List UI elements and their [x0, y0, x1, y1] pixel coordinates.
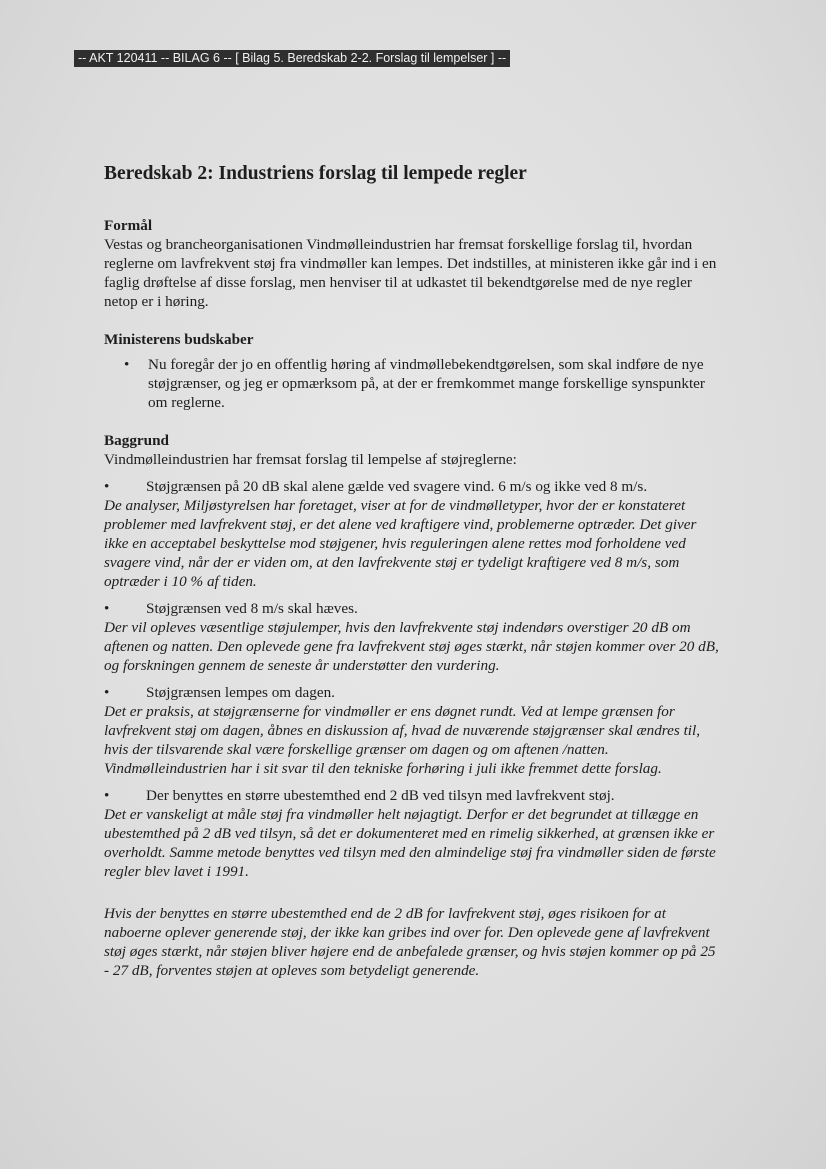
list-item: • Nu foregår der jo en offentlig høring af vindmøllebekendtgørelsen, som skal indføre de nye støjgrænser, og jeg er opmærksom på, at der er fremkommet mange forskellige synspunkter om reglerne.	[148, 355, 724, 412]
proposal-claim-text: Der benyttes en større ubestemthed end 2 dB ved tilsyn med lavfrekvent støj.	[146, 787, 615, 804]
section-formaal	[104, 216, 724, 311]
proposal-response-2: Der vil opleves væsentlige støjulemper, hvis den lavfrekvente støj indendørs overstiger 20 dB om aftenen og natten. Den oplevede gene fra lavfrekvent støj øges stærkt, når støjen kommer over 20 dB, og forskningen gennem de seneste år understøtter den vurdering.	[104, 619, 719, 674]
proposal-response-3: Det er praksis, at støjgrænserne for vindmøller er ens døgnet rundt. Ved at lempe grænsen for lavfrekvent støj om dagen, åbnes en diskussion af, hvad de nuværende støjgrænser skal ændres til, hvis der tilsvarende skal være forskellige grænser om dagen og om aftenen /natten. Vindmølleindustrien har i sit svar til den tekniske forhøring i juli ikke fremmet dette forslag.	[104, 703, 701, 777]
proposal-claim-text: Støjgrænsen ved 8 m/s skal hæves.	[146, 600, 358, 617]
baggrund-intro: Vindmølleindustrien har fremsat forslag til lempelse af støjreglerne:	[104, 451, 517, 468]
proposal-claim-4	[104, 786, 724, 805]
proposal-claim-2	[104, 599, 724, 618]
proposal-response-1: De analyser, Miljøstyrelsen har foretaget, viser at for de vindmølletyper, hvor der er konstateret problemer med lavfrekvent støj, er det alene ved kraftigere vind, problemerne optræder. Det giver ikke en acceptabel beskyttelse mod støjgener, hvis reguleringen alene rettes mod forholdene ved svagere vind, når der er viden om, at den lavfrekvente støj er tydeligt kraftigere ved 8 m/s, som optræder i 10 % af tiden.	[104, 497, 697, 590]
section-heading-formaal: Formål	[104, 217, 153, 234]
formaal-paragraph: Vestas og brancheorganisationen Vindmølleindustrien har fremsat forskellige forslag til, hvordan reglerne om lavfrekvent støj fra vindmøller kan lempes. Det indstilles, at ministeren ikke går ind i en faglig drøftelse af disse forslag, men henviser til at udkastet til bekendtgørelse med de nye regler netop er i høring.	[104, 236, 717, 310]
proposal-claim-1	[104, 477, 724, 496]
document-header-stamp: -- AKT 120411 -- BILAG 6 -- [ Bilag 5. Beredskab 2-2. Forslag til lempelser ] --	[74, 50, 510, 67]
section-budskaber	[104, 330, 724, 412]
baggrund-closing-paragraph: Hvis der benyttes en større ubestemthed end de 2 dB for lavfrekvent støj, øges risikoen for at naboerne oplever generende støj, der ikke kan gribes ind over for. Den oplevede gene af lavfrekvent støj øges stærkt, når støjen bliver højere end de anbefalede grænser, og hvis støjen kommer op på 25 - 27 dB, forventes støjen at opleves som betydeligt generende.	[104, 905, 716, 979]
proposal-claim-3	[104, 683, 724, 702]
document-body	[104, 162, 724, 999]
budskaber-list	[104, 355, 724, 412]
section-baggrund	[104, 431, 724, 980]
proposal-response-4: Det er vanskeligt at måle støj fra vindmøller helt nøjagtigt. Derfor er det begrundet at tillægge en ubestemthed på 2 dB ved tilsyn, så det er dokumenteret med en rimelig sikkerhed, at grænsen ikke er overholdt. Samme metode benyttes ved tilsyn med den almindelige støj fra vindmøller siden de første regler blev lavet i 1991.	[104, 806, 716, 880]
section-heading-budskaber: Ministerens budskaber	[104, 331, 254, 348]
section-heading-baggrund: Baggrund	[104, 432, 169, 449]
proposal-claim-text: Støjgrænsen lempes om dagen.	[146, 684, 335, 701]
proposal-claim-text: Støjgrænsen på 20 dB skal alene gælde ved svagere vind. 6 m/s og ikke ved 8 m/s.	[146, 478, 648, 495]
document-title: Beredskab 2: Industriens forslag til lempede regler	[104, 163, 527, 184]
